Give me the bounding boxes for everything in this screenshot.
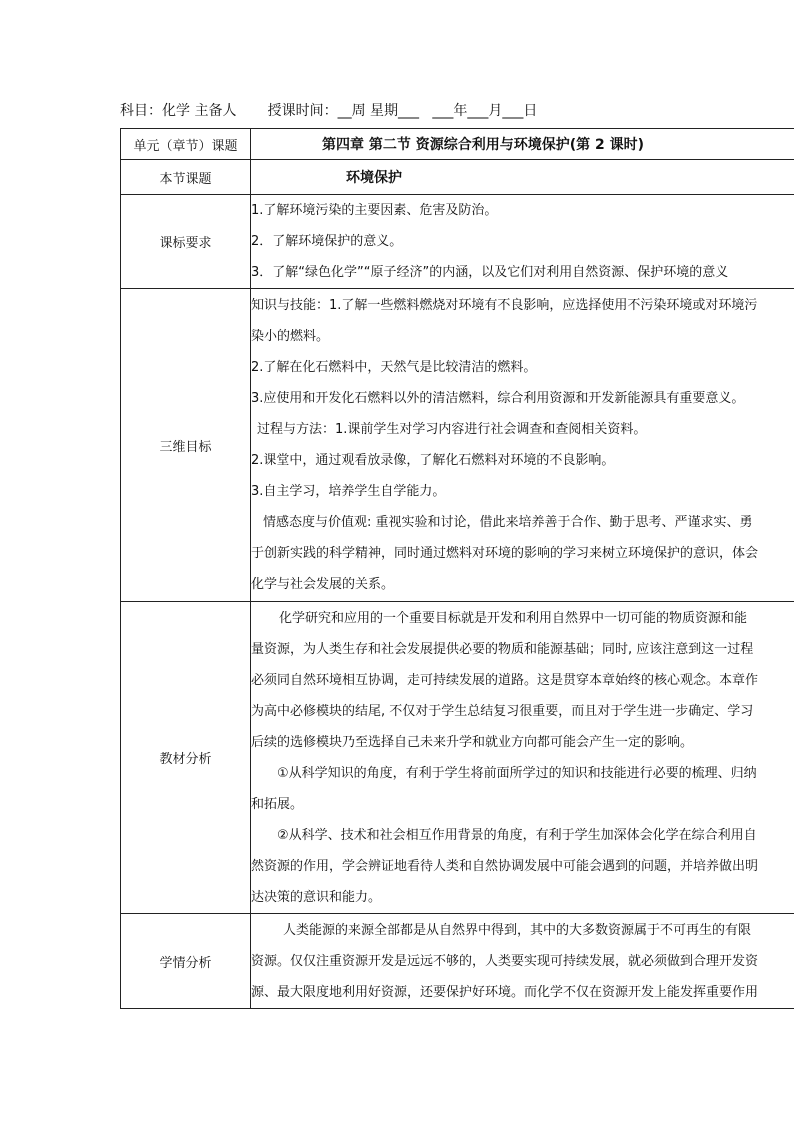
unit-value-cell [251,129,794,160]
analysis-cell [251,602,794,914]
goals-line: 2.课堂中，通过观看放录像，了解化石燃料对环境的不良影响。 [251,453,615,468]
standards-line: 1.了解环境污染的主要因素、危害及防治。 [251,203,498,218]
goals-line: 2.了解在化石燃料中，天然气是比较清洁的燃料。 [251,360,537,375]
unit-row [121,129,794,160]
students-row [121,914,794,1009]
students-line: 人类能源的来源全部都是从自然界中得到，其中的大多数资源属于不可再生的有限 [283,922,752,938]
students-line: 资源。仅仅注重资源开发是远远不够的，人类要实现可持续发展，就必须做到合理开发资 [251,953,759,969]
analysis-line: ①从科学知识的角度，有利于学生将前面所学过的知识和技能进行必要的梳理、归纳 [277,765,757,781]
goals-line: 染小的燃料。 [251,329,330,344]
goals-line: 3.自主学习，培养学生自学能力。 [251,484,446,499]
analysis-line: ②从科学、技术和社会相互作用背景的角度，有利于学生加深体会化学在综合利用自 [277,827,757,843]
standards-label: 课标要求 [121,195,251,289]
standards-cell [251,195,794,289]
students-label: 学情分析 [121,914,251,1009]
standards-row [121,195,794,289]
goals-row [121,289,794,602]
analysis-line: 然资源的作用，学会辨证地看待人类和自然协调发展中可能会遇到的问题，并培养做出明 [251,858,759,874]
topic-label: 本节课题 [121,160,251,195]
goals-line: 知识与技能：1.了解一些燃料燃烧对环境有不良影响，应选择使用不污染环境或对环境污 [251,298,758,313]
students-line: 源、最大限度地利用好资源，还要保护好环境。而化学不仅在资源开发上能发挥重要作用 [251,984,759,1000]
unit-title: 第四章 第二节 资源综合利用与环境保护(第 2 课时) [322,137,645,153]
analysis-line: 和拓展。 [251,796,304,812]
goals-cell [251,289,794,602]
analysis-line: 后续的选修模块乃至选择自己未来升学和就业方向都可能会产生一定的影响。 [251,734,694,750]
topic-row [121,160,794,195]
goals-line: 化学与社会发展的关系。 [251,577,395,592]
unit-label: 单元（章节）课题 [121,129,251,160]
analysis-line: 化学研究和应用的一个重要目标就是开发和利用自然界中一切可能的物质资源和能 [279,610,748,626]
topic-value-cell [251,160,794,195]
goals-line: 情感态度与价值观: 重视实验和讨论，借此来培养善于合作、勤于思考、严谨求实、勇 [263,515,753,530]
analysis-line: 达决策的意识和能力。 [251,889,382,905]
lesson-plan-table [120,128,794,1009]
standards-line: 3．了解“绿色化学”“原子经济”的内涵，以及它们对利用自然资源、保护环境的意义 [251,265,729,280]
analysis-line: 量资源，为人类生存和社会发展提供必要的物质和能源基础；同时, 应该注意到这一过程 [251,641,754,657]
standards-line: 2．了解环境保护的意义。 [251,234,403,249]
goals-line: 过程与方法：1.课前学生对学习内容进行社会调查和查阅相关资料。 [257,422,647,437]
analysis-label: 教材分析 [121,602,251,914]
goals-line: 3.应使用和开发化石燃料以外的清洁燃料，综合利用资源和开发新能源具有重要意义。 [251,391,745,406]
goals-line: 于创新实践的科学精神，同时通过燃料对环境的影响的学习来树立环境保护的意识，体会 [251,546,759,561]
analysis-line: 为高中必修模块的结尾, 不仅对于学生总结复习很重要，而且对于学生进一步确定、学习 [251,703,754,719]
analysis-row [121,602,794,914]
analysis-line: 必须同自然环境相互协调，走可持续发展的道路。这是贯穿本章始终的核心观念。本章作 [251,672,759,688]
topic-title: 环境保护 [346,170,402,186]
students-cell [251,914,794,1009]
goals-label: 三维目标 [121,289,251,602]
header-line: 科目：化学 主备人 授课时间：__周 星期___ ___年___月___日 [120,103,538,119]
